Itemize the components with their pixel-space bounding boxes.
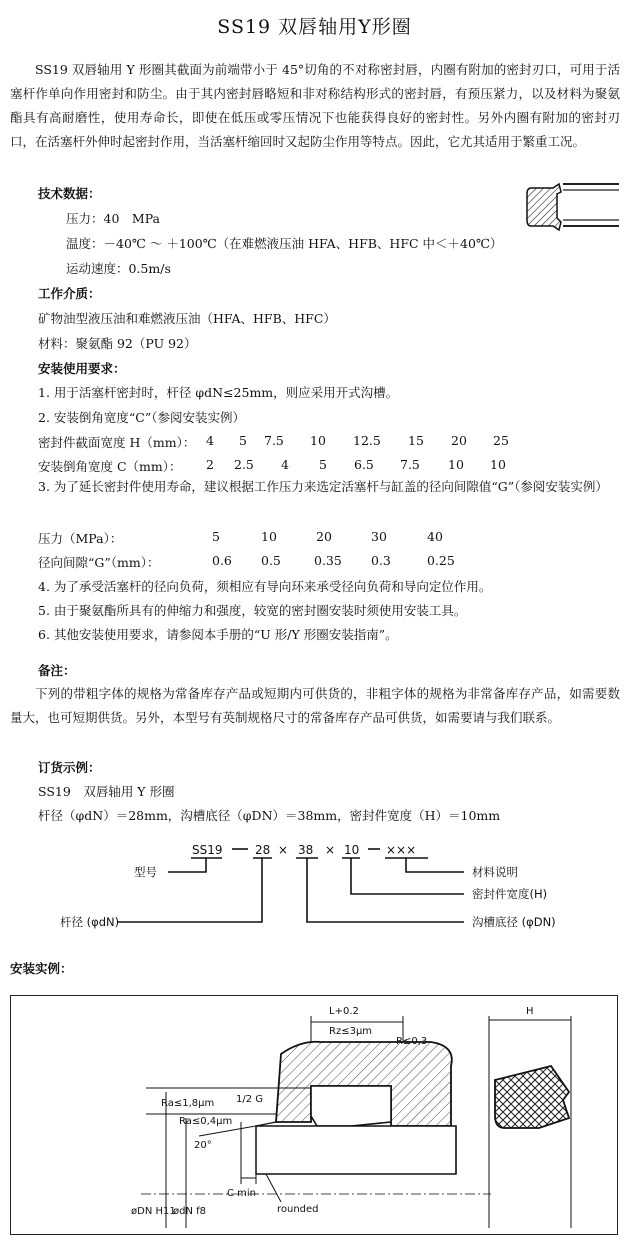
- chamfer-label-h: 密封件截面宽度 H（mm）：: [38, 435, 196, 450]
- label-material: 材料说明: [472, 865, 518, 879]
- code-material: ×××: [386, 843, 417, 857]
- c-value: 10: [490, 457, 506, 472]
- chamfer-label-c: 安装倒角宽度 C（mm）：: [38, 459, 182, 474]
- installation-drawing-frame: [10, 995, 618, 1235]
- label-rod: 杆径 (φdN): [60, 915, 120, 929]
- h-value: 12.5: [353, 433, 381, 448]
- g-value: 0.25: [427, 553, 455, 568]
- chamfer-table-row-h: [38, 433, 598, 453]
- medium-heading: 工作介质：: [38, 286, 101, 301]
- order-code-diagram: [0, 836, 629, 940]
- label-groove: 沟槽底径 (φDN): [472, 915, 556, 929]
- c-value: 2: [206, 457, 214, 472]
- c-value: 2.5: [234, 457, 254, 472]
- install-heading: 安装使用要求：: [38, 361, 126, 376]
- h-value: 25: [493, 433, 509, 448]
- gap-table-row-g: [38, 553, 598, 573]
- tech-pressure: 压力：40 MPa: [66, 211, 161, 226]
- gap-label-g: 径向间隙“G”（mm）：: [38, 555, 160, 570]
- p-value: 30: [371, 529, 387, 544]
- dim-ra04: Ra≤0,4μm: [179, 1116, 233, 1127]
- c-value: 10: [448, 457, 464, 472]
- code-sep-2: ×: [325, 843, 336, 857]
- code-sep-1: ×: [278, 843, 289, 857]
- code-rod-dia: 28: [255, 843, 271, 857]
- dim-H: H: [526, 1006, 534, 1017]
- chamfer-table-row-c: [38, 457, 598, 477]
- g-value: 0.3: [371, 553, 391, 568]
- h-value: 4: [206, 433, 214, 448]
- code-groove-dia: 38: [298, 843, 314, 857]
- g-value: 0.6: [212, 553, 232, 568]
- dim-half-g: 1/2 G: [236, 1094, 264, 1105]
- notes-text: 下列的带粗字体的规格为常备库存产品或短期内可供货的，非粗字体的规格为非常备库存产品，如需要数量大，也可短期供货。另外，本型号有英制规格尺寸的常备库存产品可供货，如需要请与我们联系。: [10, 686, 620, 725]
- c-value: 4: [281, 457, 289, 472]
- g-value: 0.5: [261, 553, 281, 568]
- h-value: 20: [451, 433, 467, 448]
- install-item-3: 3. 为了延长密封件使用寿命，建议根据工作压力来选定活塞杆与缸盖的径向间隙值“G”（参阅安装实例）: [38, 479, 608, 494]
- notes-heading: 备注：: [38, 663, 76, 678]
- code-series: SS19: [192, 843, 223, 857]
- intro-paragraph: SS19 双唇轴用 Y 形圈其截面为前端带小于 45°切角的不对称密封唇，内圈有附加的密封刃口，可用于活塞杆作单向作用密封和防尘。由于其内密封唇略短和非对称结构形式的密封唇，有预压紧力，以及材料为聚氨酯具有高耐磨性，使用寿命长，即使在低压或零压情况下也能获得良好的密封性。另外内圈有附加的密封刃口，在活塞杆外伸时起密封作用，当活塞杆缩回时又起防尘作用等特点。因此，它尤其适用于繁重工况。: [10, 62, 620, 149]
- code-width: 10: [344, 843, 360, 857]
- medium-material: 材料：聚氨酯 92（PU 92）: [38, 336, 197, 351]
- c-value: 6.5: [354, 457, 374, 472]
- dim-rounded: rounded: [277, 1204, 319, 1215]
- gap-label-p: 压力（MPa）：: [38, 531, 123, 546]
- p-value: 10: [261, 529, 277, 544]
- order-line-1: SS19 双唇轴用 Y 形圈: [38, 784, 175, 799]
- install-item-5: 5. 由于聚氨酯所具有的伸缩力和强度，较宽的密封圈安装时须使用安装工具。: [38, 603, 467, 618]
- tech-heading: 技术数据：: [38, 186, 101, 201]
- dim-dn: øDN H11: [131, 1206, 176, 1217]
- install-item-1: 1. 用于活塞杆密封时，杆径 φdN≤25mm，则应采用开式沟槽。: [38, 385, 399, 400]
- dim-rz3: Rz≤3μm: [329, 1026, 373, 1037]
- h-value: 7.5: [264, 433, 284, 448]
- g-value: 0.35: [314, 553, 342, 568]
- dim-dnf: ødN f8: [173, 1206, 207, 1217]
- tech-temp: 温度：－40℃ ～ ＋100℃（在难燃液压油 HFA、HFB、HFC 中＜＋40℃）: [66, 236, 503, 251]
- c-value: 7.5: [400, 457, 420, 472]
- dim-L: L+0.2: [329, 1006, 359, 1017]
- installation-drawing: [11, 996, 617, 1234]
- p-value: 5: [212, 529, 220, 544]
- label-model: 型号: [134, 865, 157, 879]
- order-heading: 订货示例：: [38, 760, 101, 775]
- tech-speed: 运动速度：0.5m/s: [66, 261, 171, 276]
- h-value: 15: [408, 433, 424, 448]
- label-width: 密封件宽度(H): [472, 887, 548, 901]
- page-title: SS19 双唇轴用Y形圈: [217, 16, 412, 38]
- dim-angle: 20°: [194, 1140, 212, 1151]
- install-item-2: 2. 安装倒角宽度“C”（参阅安装实例）: [38, 410, 245, 425]
- dim-r03: R≤0,3: [396, 1036, 428, 1047]
- h-value: 5: [239, 433, 247, 448]
- h-value: 10: [310, 433, 326, 448]
- install-item-6: 6. 其他安装使用要求，请参阅本手册的“U 形/Y 形圈安装指南”。: [38, 627, 398, 642]
- p-value: 40: [427, 529, 443, 544]
- install-item-4: 4. 为了承受活塞杆的径向负荷，须相应有导向环来承受径向负荷和导向定位作用。: [38, 579, 492, 594]
- c-value: 5: [319, 457, 327, 472]
- dim-ra18: Ra≤1,8μm: [161, 1098, 215, 1109]
- p-value: 20: [316, 529, 332, 544]
- example-heading: 安装实例：: [10, 961, 73, 976]
- seal-cross-section-image: [523, 180, 619, 236]
- order-line-2: 杆径（φdN）＝28mm，沟槽底径（φDN）＝38mm，密封件宽度（H）＝10mm: [38, 808, 501, 823]
- medium-fluids: 矿物油型液压油和难燃液压油（HFA、HFB、HFC）: [38, 311, 336, 326]
- gap-table-row-p: [38, 529, 598, 549]
- dim-cmin: C min: [227, 1188, 257, 1199]
